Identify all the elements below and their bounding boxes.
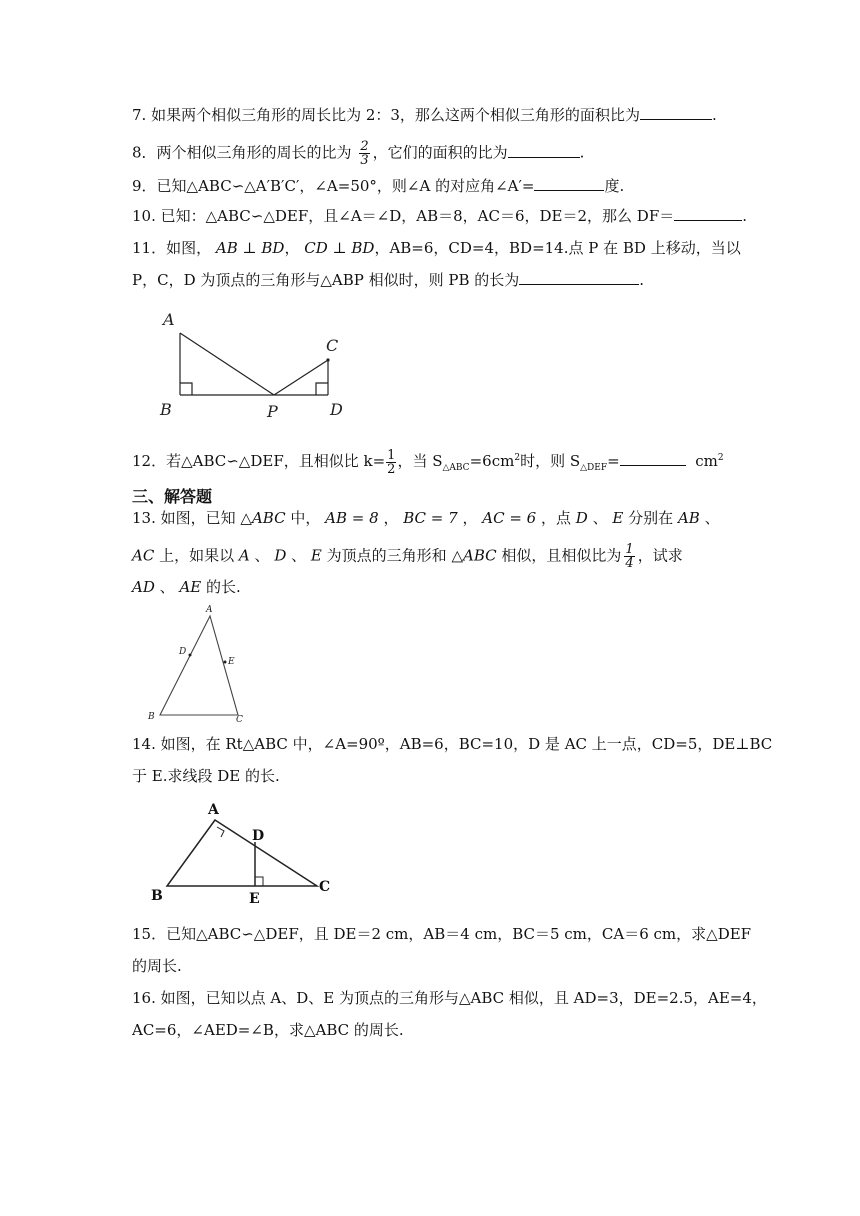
q11-figure	[150, 305, 360, 420]
q14-label-d: D	[252, 828, 265, 844]
q12-fraction: $\frac{1}{2}$	[387, 447, 396, 477]
q8-answer-blank[interactable]	[508, 143, 580, 158]
q14-label-e: E	[249, 891, 260, 905]
q13-triangle-abc	[160, 616, 238, 715]
q11-right-angle-b	[180, 383, 192, 395]
q13-point-d	[189, 654, 192, 657]
question-13-line-2: AC 上，如果以 A 、 D 、 E 为顶点的三角形和 △ABC 相似，且相似比为 $\frac{1}{4}$ ，试求	[132, 542, 683, 571]
q11-label-c: C	[326, 336, 339, 355]
q13-label-d: D	[179, 647, 187, 657]
question-9: 9．已知△ABC∽△A′B′C′，∠A=50°，则∠A 的对应角∠A′= 度.	[132, 177, 625, 195]
q7-answer-blank[interactable]	[640, 105, 712, 120]
q11-label-a: A	[163, 310, 175, 329]
q14-right-angle-e	[255, 877, 263, 886]
q11-right-angle-d	[316, 383, 328, 395]
q7-text: 7. 如果两个相似三角形的周长比为 2：3，那么这两个相似三角形的面积比为	[132, 106, 640, 124]
q14-label-a: A	[208, 802, 219, 818]
question-13-line-1: 13. 如图，已知 △ABC 中， AB = 8 ， BC = 7 ， AC = 6 ，点 D 、 E 分别在 AB 、	[132, 509, 720, 527]
question-15-line-1: 15．已知△ABC∽△DEF，且 DE＝2 cm，AB＝4 cm，BC＝5 cm，CA＝6 cm，求△DEF	[132, 925, 752, 943]
q10-text: 10. 已知：△ABC∽△DEF，且∠A＝∠D，AB＝8，AC＝6，DE＝2，那么 DF＝	[132, 207, 675, 225]
q11-segment-ap	[180, 333, 274, 395]
q10-answer-blank[interactable]	[674, 206, 742, 221]
q11-answer-blank[interactable]	[519, 270, 639, 285]
q11-label-p: P	[267, 402, 278, 420]
q13-label-a: A	[206, 605, 213, 615]
q14-label-c: C	[319, 879, 331, 895]
question-7: 7. 如果两个相似三角形的周长比为 2：3，那么这两个相似三角形的面积比为 .	[132, 106, 717, 124]
q12-answer-blank[interactable]	[620, 451, 686, 466]
question-16-line-2: AC=6，∠AED=∠B，求△ABC 的周长.	[132, 1021, 404, 1039]
question-14-line-2: 于 E.求线段 DE 的长.	[132, 767, 280, 785]
q14-label-b: B	[151, 888, 163, 904]
q13-figure	[140, 600, 260, 725]
q14-triangle-abc	[167, 820, 317, 886]
question-8: 8．两个相似三角形的周长的比为 $\frac{2}{3}$ ，它们的面积的比为 .	[132, 139, 585, 168]
q14-right-angle-a	[217, 827, 224, 837]
q11-label-d: D	[330, 400, 343, 419]
q11-label-b: B	[160, 400, 172, 419]
q9-text: 9．已知△ABC∽△A′B′C′，∠A=50°，则∠A 的对应角∠A′=	[132, 177, 535, 195]
q8-text: 8．两个相似三角形的周长的比为	[132, 143, 352, 162]
q13-label-e: E	[228, 657, 235, 667]
q8-fraction: $\frac{2}{3}$	[360, 139, 369, 168]
question-11-line-2: P，C，D 为顶点的三角形与△ABP 相似时，则 PB 的长为 .	[132, 271, 645, 289]
question-15-line-2: 的周长.	[132, 957, 182, 975]
question-14-line-1: 14. 如图，在 Rt△ABC 中，∠A=90º，AB=6，BC=10，D 是 AC 上一点，CD=5，DE⊥BC	[132, 735, 773, 753]
q13-fraction: $\frac{1}{4}$	[625, 542, 634, 571]
section-heading: 三、解答题	[132, 487, 213, 506]
question-12: 12．若△ABC∽△DEF，且相似比 k= $\frac{1}{2}$ ，当 $S_{\triangle ABC}=6cm^2$时，则 $S_{\triangle DEF}= cm^2$	[132, 447, 724, 477]
q13-point-e	[224, 661, 227, 664]
q11-condition-cd-perp-bd: CD ⊥ BD	[304, 239, 375, 257]
q11-segment-pc	[274, 360, 328, 395]
question-11-line-1: 11．如图， AB ⊥ BD， CD ⊥ BD，AB=6，CD=4，BD=14.点 P 在 BD 上移动，当以	[132, 239, 741, 257]
question-13-line-3: AD 、 AE 的长.	[132, 578, 241, 596]
q13-label-b: B	[148, 712, 155, 722]
q13-label-c: C	[236, 715, 243, 725]
q14-figure	[145, 795, 345, 905]
q9-answer-blank[interactable]	[534, 176, 604, 191]
q11-condition-ab-perp-bd: AB ⊥ BD	[215, 239, 285, 257]
question-16-line-1: 16. 如图，已知以点 A、D、E 为顶点的三角形与△ABC 相似，且 AD=3，DE=2.5，AE=4，	[132, 989, 767, 1007]
question-10: 10. 已知：△ABC∽△DEF，且∠A＝∠D，AB＝8，AC＝6，DE＝2，那么 DF＝ .	[132, 207, 748, 225]
